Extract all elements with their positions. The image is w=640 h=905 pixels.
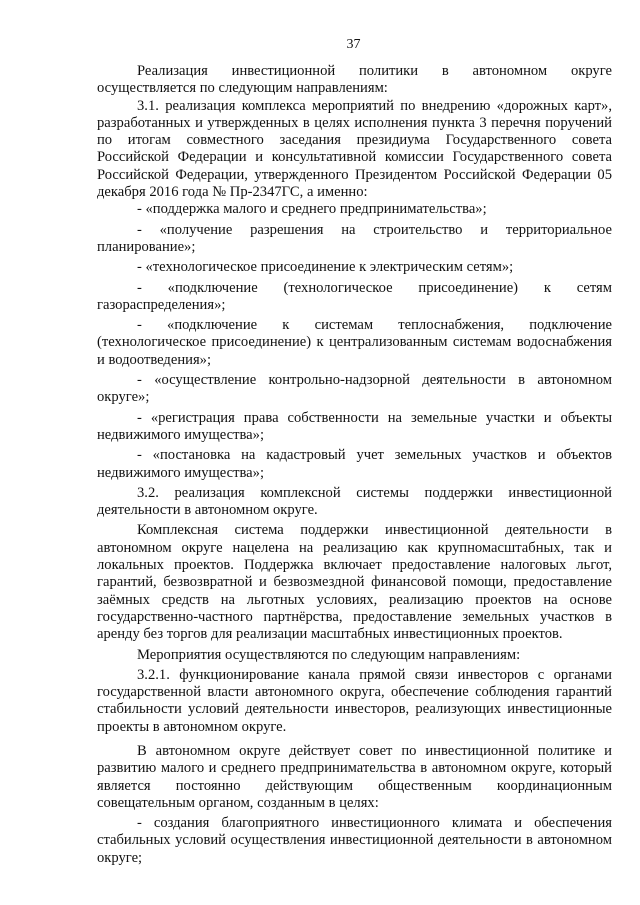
paragraph: 3.2. реализация комплексной системы поддержки инвестиционной деятельности в автономном округе. bbox=[97, 484, 612, 519]
page-number: 37 bbox=[346, 37, 361, 52]
paragraph: - «получение разрешения на строительство и территориальное планирование»; bbox=[97, 221, 612, 255]
paragraph: Реализация инвестиционной политики в автономном округе осуществляется по следующим направлениям: bbox=[97, 63, 612, 97]
paragraph: 3.1. реализация комплекса мероприятий по внедрению «дорожных карт», разработанных и утвержденных в целях исполнения пункта 3 перечня поручений по итогам совместного заседания президиума Государственного совета Российской Федерации и консультативной комиссии Государственного совета Российской Федерации, утвержденного Президентом Российской Федерации 05 декабря 2016 года № Пр-2347ГС, а именно: bbox=[97, 97, 612, 201]
paragraph: - «технологическое присоединение к электрическим сетям»; bbox=[137, 259, 514, 276]
paragraph: - «регистрация права собственности на земельные участки и объекты недвижимого имущества»; bbox=[97, 409, 612, 443]
paragraph: 3.2.1. функционирование канала прямой связи инвесторов с органами государственной власти автономного округа, обеспечение соблюдения гарантий стабильности условий деятельности инвесторов, реализующих инвестиционные проекты в автономном округе. bbox=[97, 666, 612, 735]
paragraph: - создания благоприятного инвестиционного климата и обеспечения стабильных условий осуществления инвестиционной деятельности в автономном округе; bbox=[97, 815, 612, 866]
paragraph: - «подключение к системам теплоснабжения, подключение (технологическое присоединение) к централизованным системам водоснабжения и водоотведения»; bbox=[97, 317, 612, 368]
paragraph: - «подключение (технологическое присоединение) к сетям газораспределения»; bbox=[97, 279, 612, 313]
paragraph: - «осуществление контрольно-надзорной деятельности в автономном округе»; bbox=[97, 372, 612, 406]
document-body bbox=[97, 63, 612, 867]
paragraph: - «постановка на кадастровый учет земельных участков и объектов недвижимого имущества»; bbox=[97, 447, 612, 481]
paragraph: Мероприятия осуществляются по следующим направлениям: bbox=[137, 646, 521, 663]
paragraph: - «поддержка малого и среднего предпринимательства»; bbox=[137, 201, 487, 218]
paragraph: Комплексная система поддержки инвестиционной деятельности в автономном округе нацелена на реализацию как крупномасштабных, так и локальных проектов. Поддержка включает предоставление налоговых льгот, гарантий, безвозвратной и безвозмездной финансовой помощи, предоставление заёмных средств на льготных условиях, реализацию проектов на основе государственно-частного партнёрства, предоставление земельных участков в аренду без торгов для реализации масштабных инвестиционных проектов. bbox=[97, 522, 612, 643]
paragraph: В автономном округе действует совет по инвестиционной политике и развитию малого и среднего предпринимательства в автономном округе, который является постоянно действующим общественным координационным совещательным органом, созданным в целях: bbox=[97, 742, 612, 811]
